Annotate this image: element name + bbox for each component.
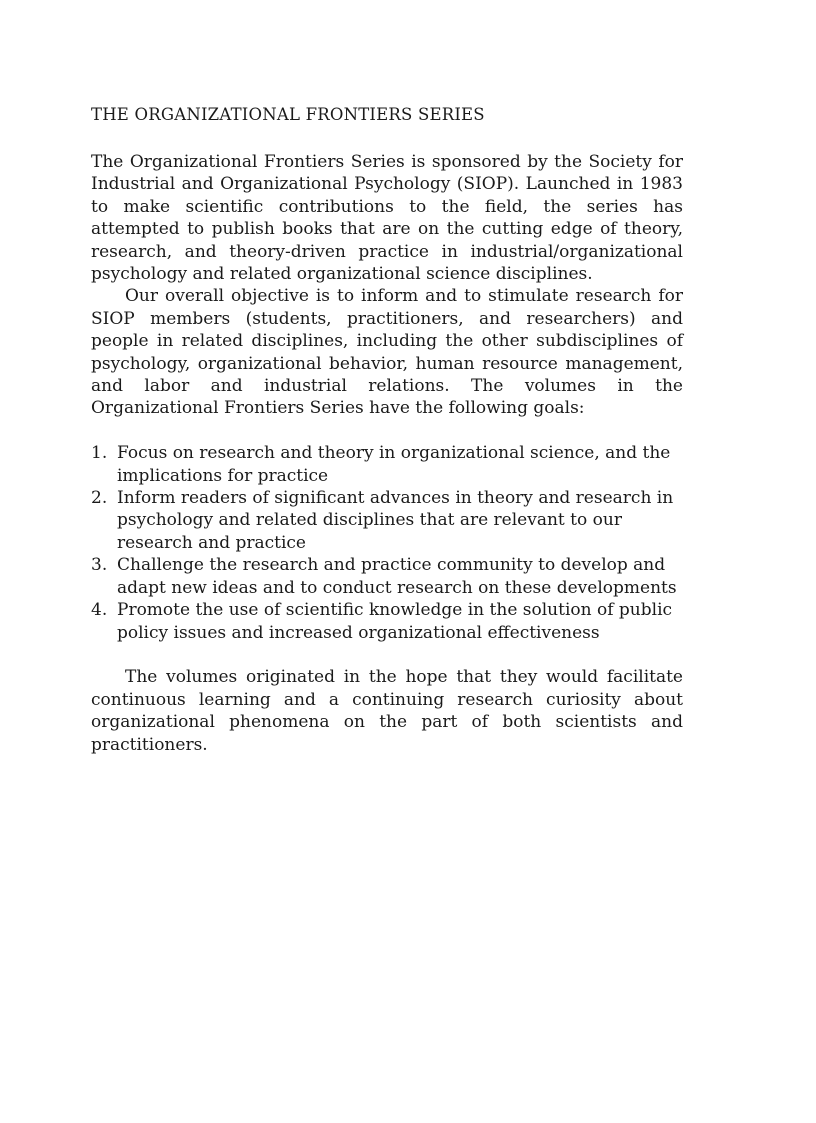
series-title: THE ORGANIZATIONAL FRONTIERS SERIES [91, 105, 485, 124]
closing-paragraph: The volumes originated in the hope that they would facilitate continuous learning and a continuing research curiosity about organizational phenomena on the part of both scientists and practitioners. [91, 667, 683, 755]
goal-number: 4. [91, 600, 108, 621]
list-item [91, 554, 683, 599]
intro-paragraph: The Organizational Frontiers Series is sponsored by the Society for Industrial and Organizational Psychology (SIOP). Launched in 1983 to make scientific contributions to the field, the series has attempted to publish books that are on the cutting edge of theory, research, and theory-driven practice in industrial/organizational psychology and related organizational science disciplines. [91, 152, 683, 285]
goal-text: Promote the use of scientific knowledge in the solution of public policy issues and increased organizational effectiveness [117, 600, 673, 643]
goal-number: 1. [91, 443, 108, 464]
list-item [91, 487, 683, 554]
goal-number: 3. [91, 555, 108, 576]
goal-text: Focus on research and theory in organizational science, and the implications for practice [117, 443, 671, 486]
body-text [91, 151, 683, 756]
objective-paragraph: Our overall objective is to inform and to stimulate research for SIOP members (students, practitioners, and researchers) and people in related disciplines, including the other subdisciplines of psychology, organizational behavior, human resource management, and labor and industrial relations. The volumes in the Organizational Frontiers Series have the following goals: [91, 286, 683, 419]
list-item [91, 599, 683, 644]
goal-text: Inform readers of significant advances in theory and research in psychology and related disciplines that are relevant to our research and practice [117, 488, 674, 553]
goal-text: Challenge the research and practice community to develop and adapt new ideas and to conduct research on these developments [117, 555, 677, 598]
list-item [91, 442, 683, 487]
goal-number: 2. [91, 488, 108, 509]
goals-list [91, 442, 683, 644]
